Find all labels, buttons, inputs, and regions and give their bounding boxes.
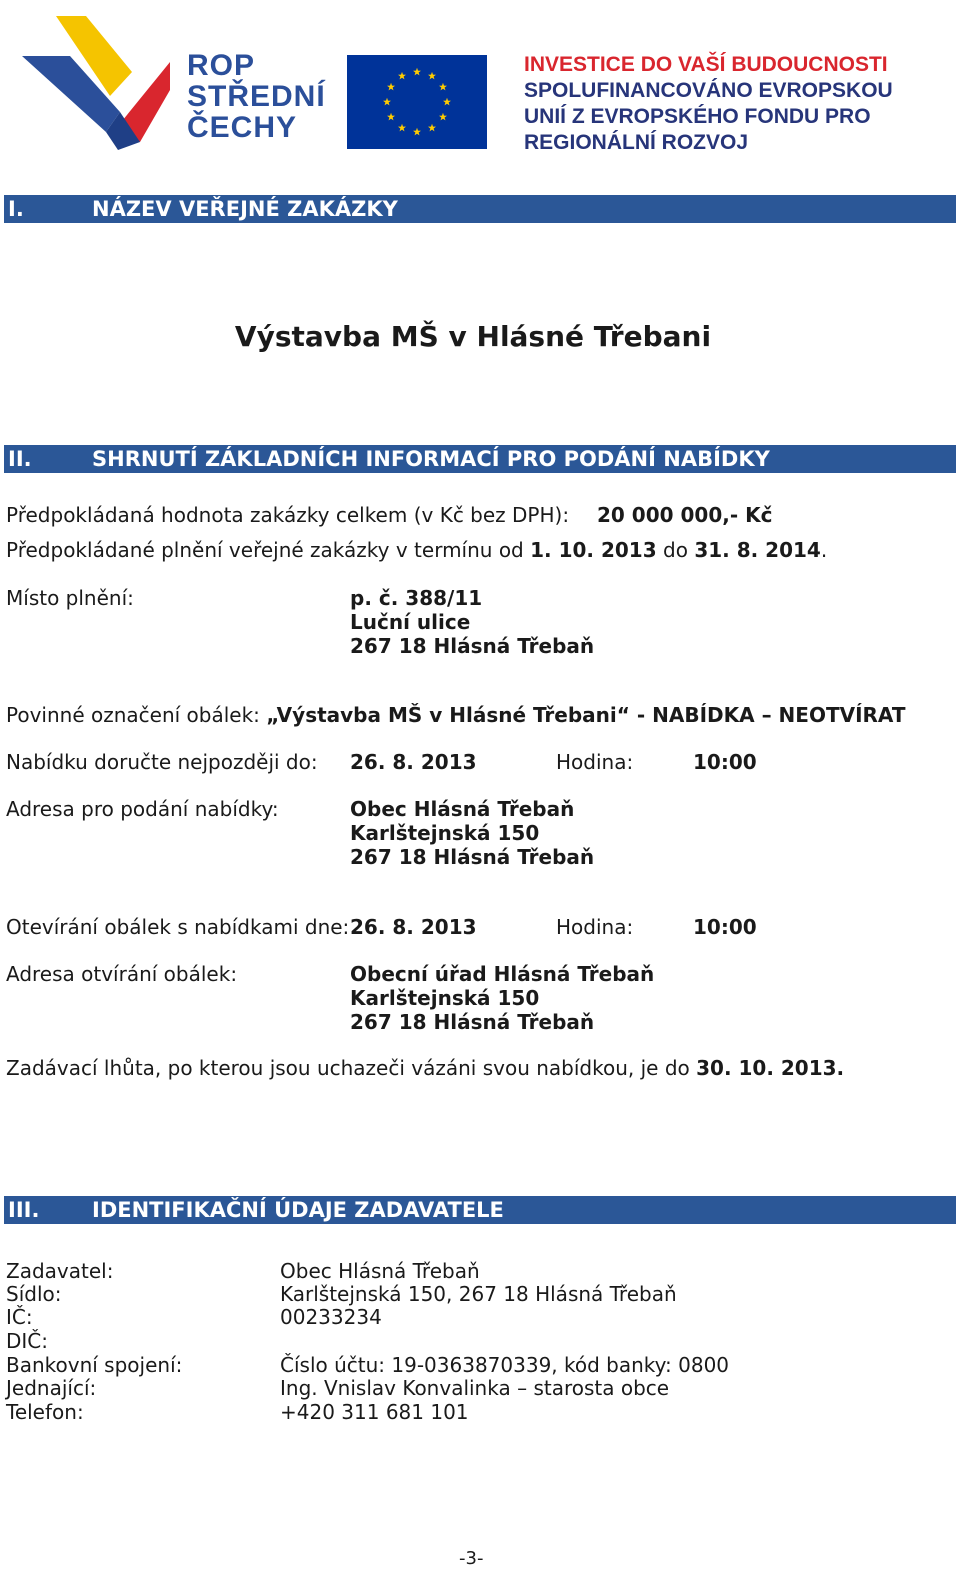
project-title: Výstavba MŠ v Hlásné Třebani xyxy=(234,320,712,353)
investment-statement: INVESTICE DO VAŠÍ BUDOUCNOSTI SPOLUFINANCOVÁNO EVROPSKOU UNIÍ Z EVROPSKÉHO FONDU PRO REGIONÁLNÍ ROZVOJ xyxy=(524,53,893,154)
rop-logo-text: ROP STŘEDNÍ ČECHY xyxy=(187,49,326,144)
opening-hour-label: Hodina: xyxy=(556,915,634,939)
opening-time: 10:00 xyxy=(693,915,757,939)
row-label: Zadavatel: xyxy=(6,1259,114,1283)
section-3-title: IDENTIFIKAČNÍ ÚDAJE ZADAVATELE xyxy=(92,1198,504,1222)
row-value: +420 311 681 101 xyxy=(280,1400,469,1424)
section-2-title: SHRNUTÍ ZÁKLADNÍCH INFORMACÍ PRO PODÁNÍ NABÍDKY xyxy=(92,447,770,471)
section-1-title: NÁZEV VEŘEJNÉ ZAKÁZKY xyxy=(92,197,398,221)
row-value: Karlštejnská 150, 267 18 Hlásná Třebaň xyxy=(280,1282,677,1306)
section-2-number: II. xyxy=(8,447,32,471)
envelope-marking: Povinné označení obálek: „Výstavba MŠ v Hlásné Třebani“ - NABÍDKA – NEOTVÍRAT xyxy=(6,703,906,727)
section-1-number: I. xyxy=(8,197,24,221)
place-label: Místo plnění: xyxy=(6,586,134,610)
row-label: Telefon: xyxy=(6,1400,84,1424)
term-line: Předpokládané plnění veřejné zakázky v termínu od 1. 10. 2013 do 31. 8. 2014. xyxy=(6,538,828,562)
place-address: p. č. 388/11 Luční ulice 267 18 Hlásná Třebaň xyxy=(350,586,595,658)
page-number: -3- xyxy=(459,1548,484,1569)
section-1-header xyxy=(4,195,956,223)
opening-address: Obecní úřad Hlásná Třebaň Karlštejnská 150 267 18 Hlásná Třebaň xyxy=(350,962,655,1034)
section-3-number: III. xyxy=(8,1198,40,1222)
opening-date: 26. 8. 2013 xyxy=(350,915,477,939)
opening-address-label: Adresa otvírání obálek: xyxy=(6,962,238,986)
deliver-label: Nabídku doručte nejpozději do: xyxy=(6,750,318,774)
row-label: IČ: xyxy=(6,1305,33,1329)
section-2-header xyxy=(4,445,956,473)
rop-logo-mark xyxy=(20,14,180,154)
row-value: 00233234 xyxy=(280,1305,382,1329)
deadline-line: Zadávací lhůta, po kterou jsou uchazeči vázáni svou nabídkou, je do 30. 10. 2013. xyxy=(6,1056,845,1080)
row-value: Číslo účtu: 19-0363870339, kód banky: 0800 xyxy=(280,1353,730,1377)
deliver-date: 26. 8. 2013 xyxy=(350,750,477,774)
submit-address-label: Adresa pro podání nabídky: xyxy=(6,797,279,821)
row-label: Sídlo: xyxy=(6,1282,62,1306)
submit-address: Obec Hlásná Třebaň Karlštejnská 150 267 18 Hlásná Třebaň xyxy=(350,797,595,869)
deliver-time: 10:00 xyxy=(693,750,757,774)
value-label: Předpokládaná hodnota zakázky celkem (v Kč bez DPH): xyxy=(6,503,570,527)
section-3-header xyxy=(4,1196,956,1224)
row-label: DIČ: xyxy=(6,1329,49,1353)
row-value: Ing. Vnislav Konvalinka – starosta obce xyxy=(280,1376,670,1400)
row-label: Jednající: xyxy=(6,1376,97,1400)
deliver-hour-label: Hodina: xyxy=(556,750,634,774)
row-value: Obec Hlásná Třebaň xyxy=(280,1259,480,1283)
value-amount: 20 000 000,- Kč xyxy=(597,503,773,527)
eu-flag-icon xyxy=(347,55,487,149)
opening-label: Otevírání obálek s nabídkami dne: xyxy=(6,915,350,939)
row-label: Bankovní spojení: xyxy=(6,1353,183,1377)
